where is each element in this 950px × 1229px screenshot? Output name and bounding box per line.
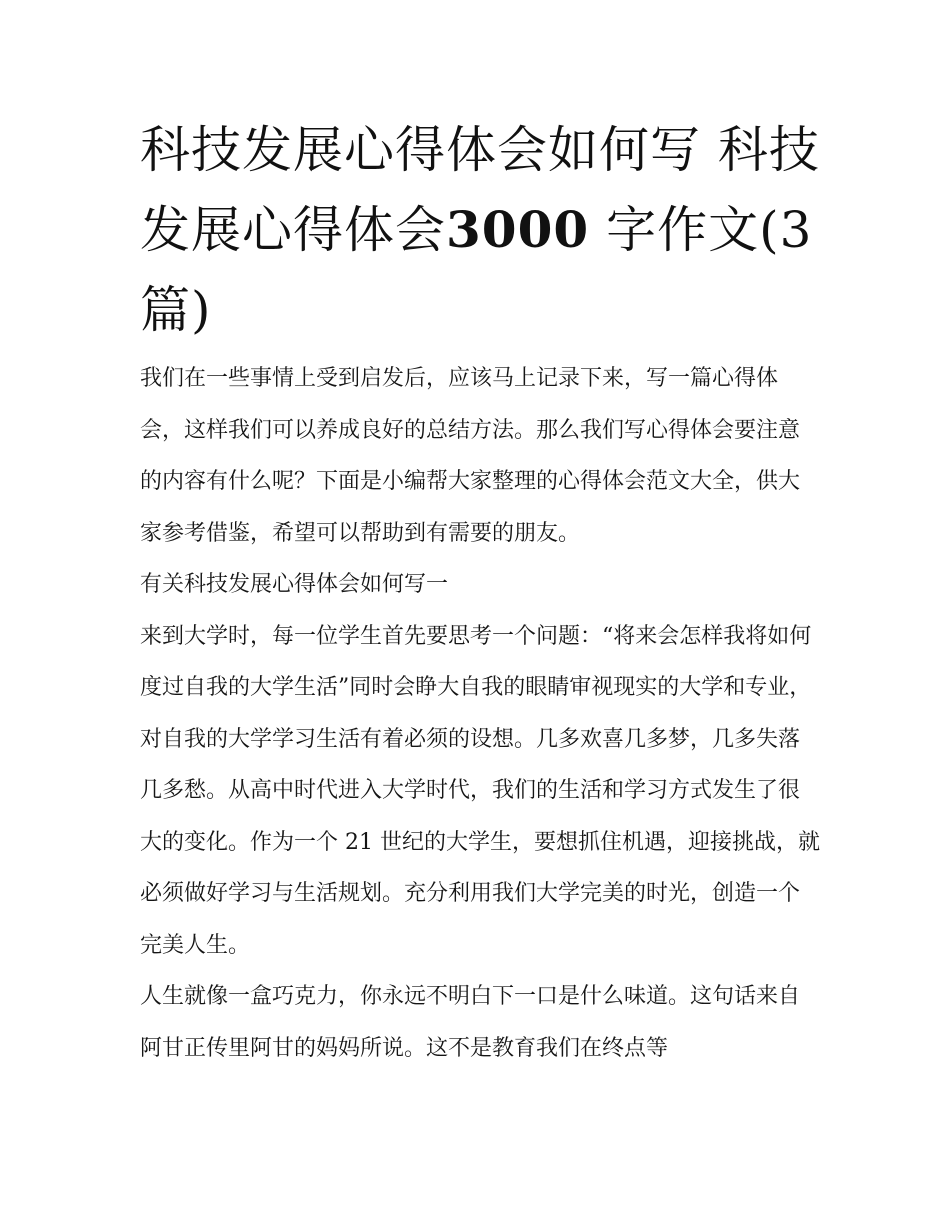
body-paragraph: 来到大学时，每一位学生首先要思考一个问题：“将来会怎样我将如何度过自我的大学生活”同时会睁大自我的眼睛审视现实的大学和专业，对自我的大学学习生活有着必须的设想。几多欢喜几多梦，几多失落几多愁。从高中时代进入大学时代，我们的生活和学习方式发生了很大的变化。作为一个 21 世纪的大学生，要想抓住机遇，迎接挑战，就必须做好学习与生活规划。充分利用我们大学完美的时光，创造一个完美人生。: [140, 623, 820, 958]
body-paragraph: 人生就像一盒巧克力，你永远不明白下一口是什么味道。这句话来自阿甘正传里阿甘的妈妈所说。这不是教育我们在终点等: [140, 984, 801, 1061]
intro-paragraph: 我们在一些事情上受到启发后，应该马上记录下来，写一篇心得体会，这样我们可以养成良好的总结方法。那么我们写心得体会要注意的内容有什么呢？下面是小编帮大家整理的心得体会范文大全，供大家参考借鉴，希望可以帮助到有需要的朋友。: [140, 366, 801, 546]
title-text-part1: 科技发展心得体会如何写 科技发展心得体会: [140, 121, 820, 259]
title-text-part2: 字作文(3篇): [140, 201, 813, 339]
title-number: 3000: [446, 200, 590, 259]
section-heading: 有关科技发展心得体会如何写一: [140, 572, 449, 597]
document-body: [140, 353, 820, 1074]
document-title: [140, 110, 820, 350]
